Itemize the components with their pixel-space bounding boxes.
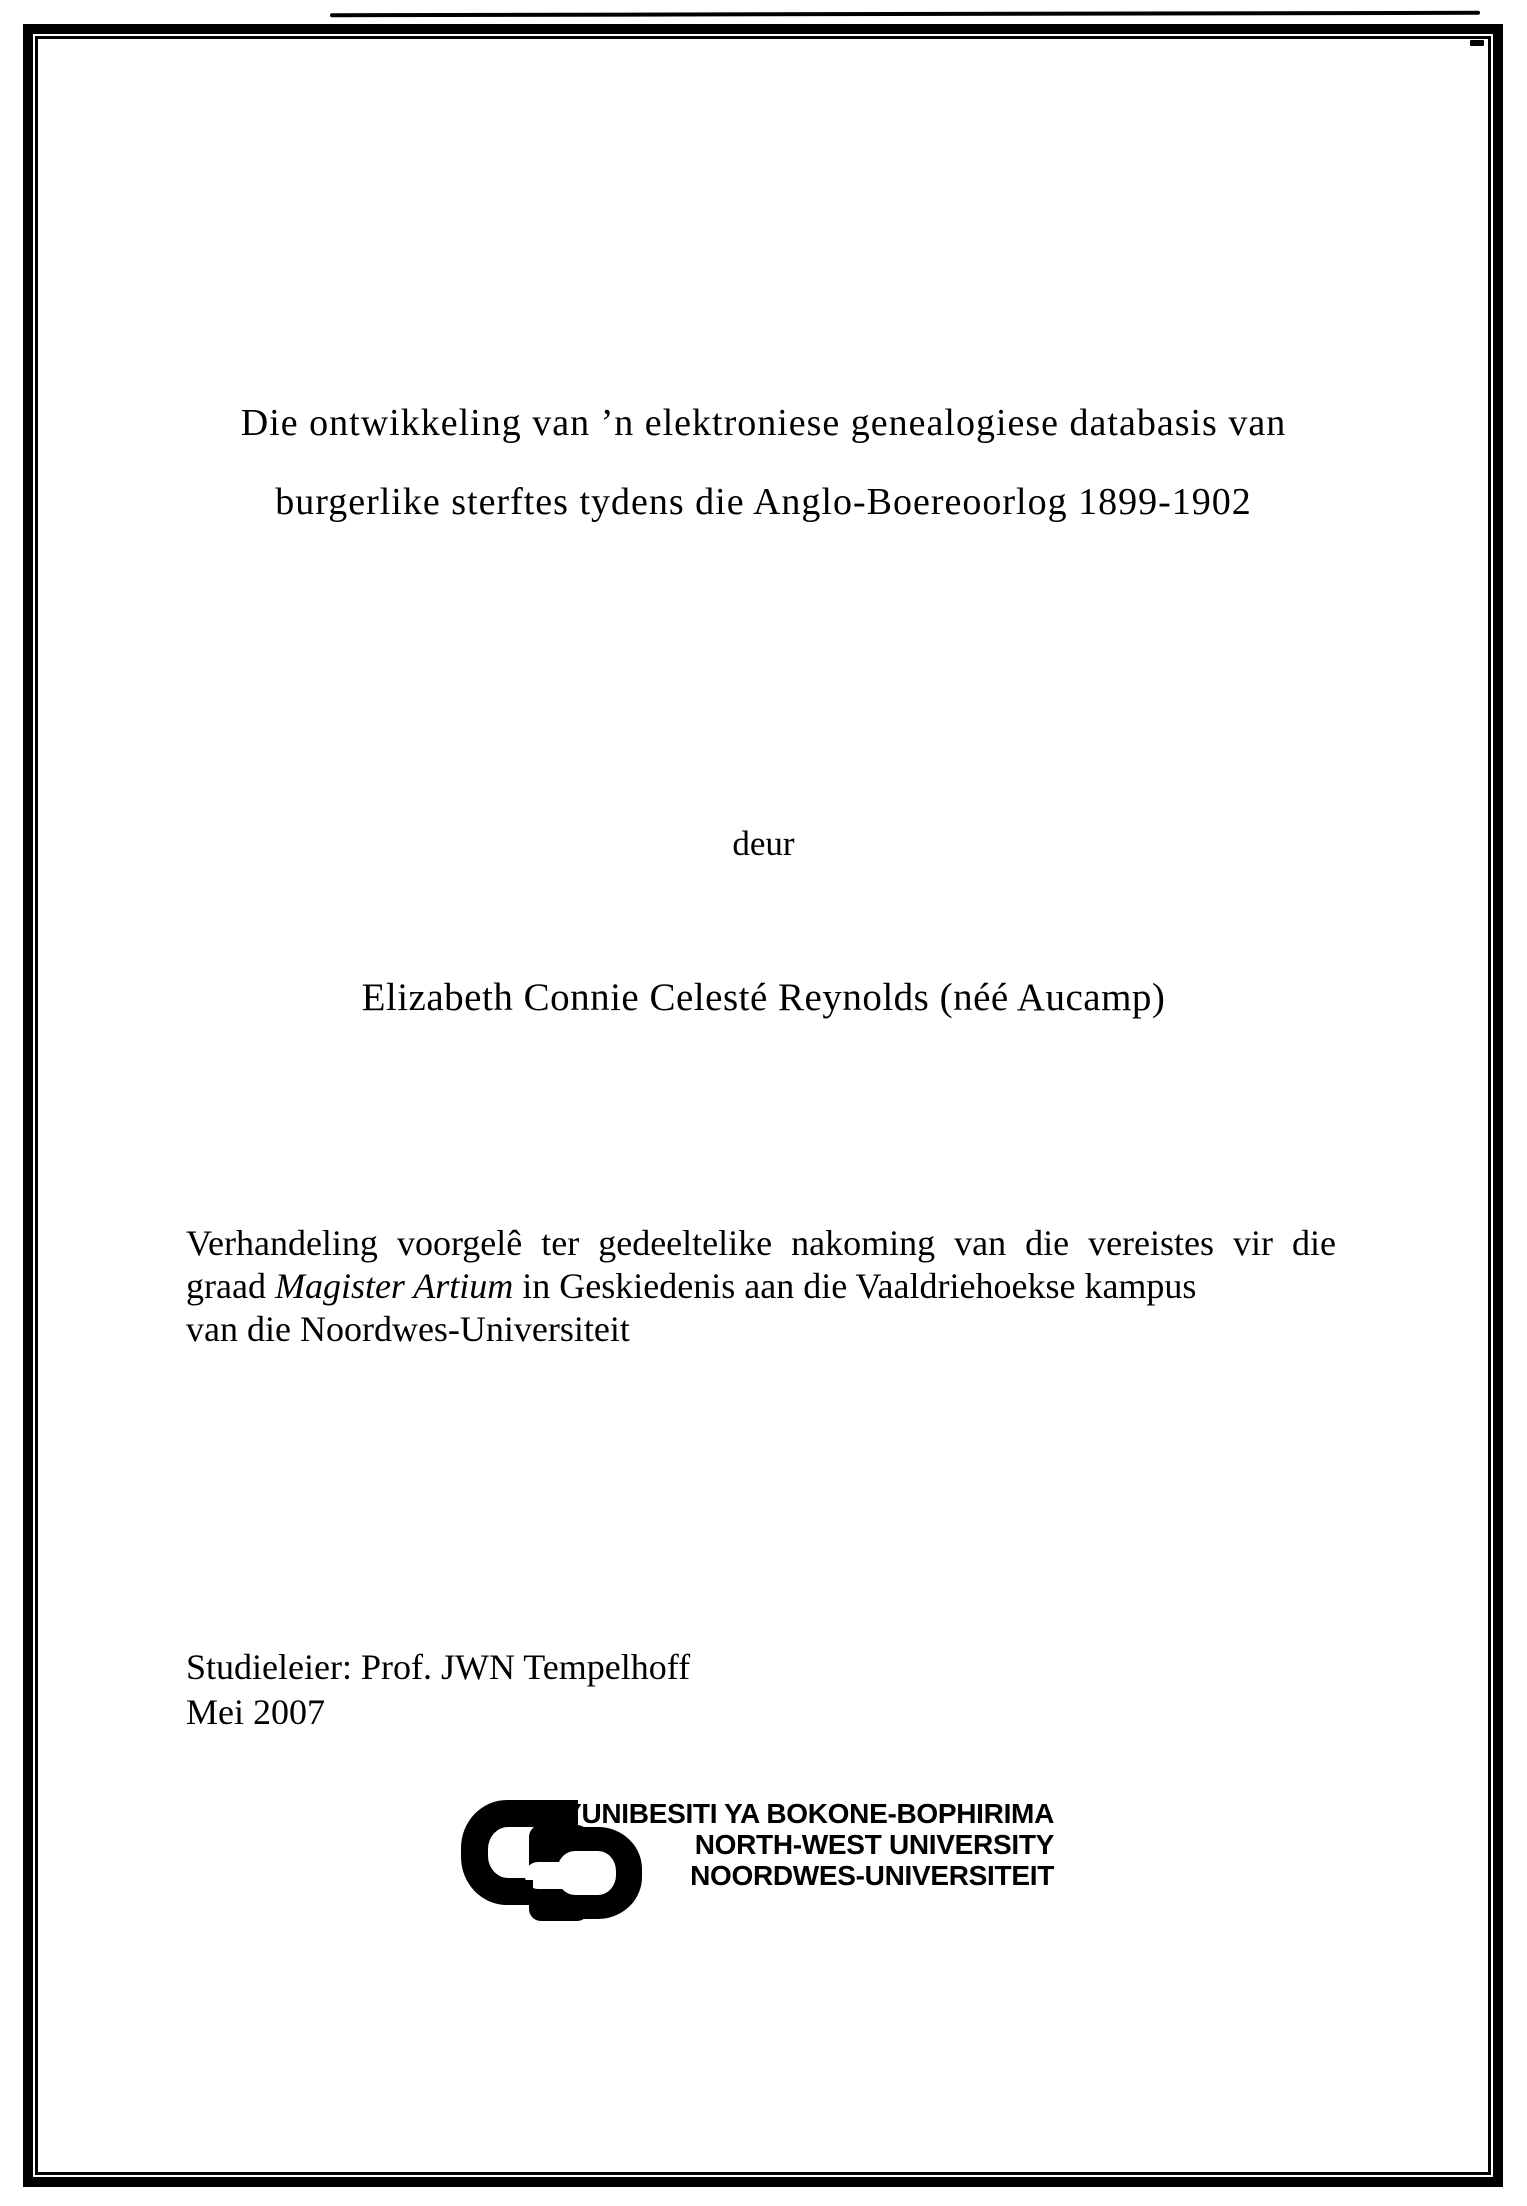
scan-artifact-top [330, 11, 1480, 17]
nwu-logo-text [560, 1798, 1054, 1891]
university-name-afrikaans: NOORDWES-UNIVERSITEIT [690, 1860, 1054, 1891]
thesis-statement-line-2 [186, 1265, 1336, 1308]
author-name: Elizabeth Connie Celesté Reynolds (néé Aucamp) [361, 976, 1166, 1019]
university-name-setswana: YUNIBESITI YA BOKONE-BOPHIRIMA [563, 1798, 1054, 1829]
byline-deur: deur [732, 824, 795, 863]
university-name-english: NORTH-WEST UNIVERSITY [694, 1829, 1054, 1860]
supervisor-line: Studieleier: Prof. JWN Tempelhoff [186, 1647, 691, 1687]
thesis-line2-pre: graad [186, 1266, 266, 1306]
page-title-line-2: burgerlike sterftes tydens die Anglo-Boereoorlog 1899-1902 [275, 481, 1252, 523]
nwu-logo [0, 1796, 1527, 1936]
degree-name-italic: Magister Artium [274, 1266, 514, 1306]
thesis-statement-line-3: van die Noordwes-Universiteit [186, 1309, 630, 1349]
thesis-line2-post: in Geskiedenis aan die Vaaldriehoekse kampus [522, 1266, 1197, 1306]
supervisor-block [186, 1645, 1336, 1735]
thesis-statement-line-1: Verhandeling voorgelê ter gedeeltelike nakoming van die vereistes vir die [186, 1223, 1336, 1263]
date-line: Mei 2007 [186, 1692, 325, 1732]
page-title-line-1: Die ontwikkeling van ’n elektroniese genealogiese databasis van [240, 402, 1287, 444]
thesis-statement [186, 1222, 1336, 1351]
